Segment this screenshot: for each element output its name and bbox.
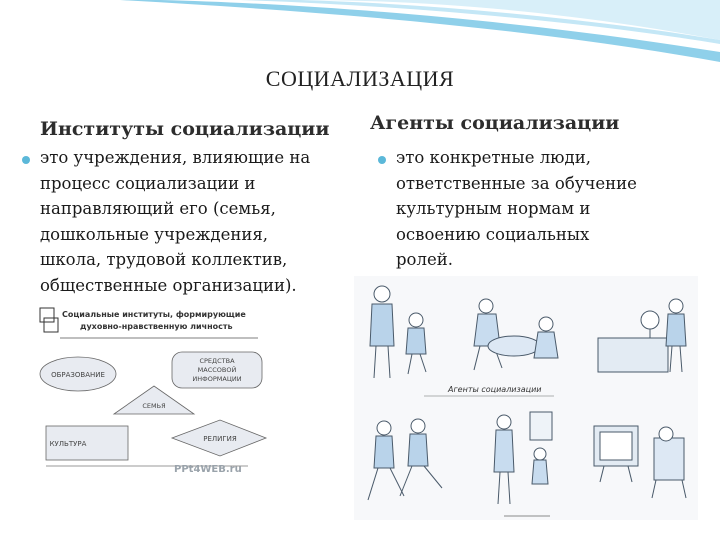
right-heading: Агенты социализации — [370, 112, 620, 134]
diagram-caption-line1: Социальные институты, формирующие — [62, 310, 246, 319]
diagram-caption-line2: духовно-нравственную личность — [80, 322, 233, 331]
right-line: ответственные за обучение — [396, 173, 637, 193]
node-culture-label: КУЛЬТУРА — [49, 440, 87, 448]
left-line: это учреждения, влияющие на — [40, 148, 311, 167]
left-line: дошкольные учреждения, — [40, 224, 268, 244]
left-heading: Институты социализации — [40, 118, 330, 140]
node-family-label: СЕМЬЯ — [142, 402, 166, 410]
agents-illustration — [354, 276, 698, 520]
node-religion-label: РЕЛИГИЯ — [203, 435, 237, 443]
left-bullet-text — [40, 145, 360, 298]
left-line: процесс социализации и — [40, 173, 256, 193]
left-line: общественные организации). — [40, 275, 297, 295]
node-education-label: ОБРАЗОВАНИЕ — [51, 371, 105, 379]
slide-title: СОЦИАЛИЗАЦИЯ — [265, 66, 455, 91]
left-line: школа, трудовой коллектив, — [40, 250, 288, 269]
right-bullet-icon — [378, 156, 386, 164]
left-line: направляющий его (семья, — [40, 199, 276, 218]
right-line: это конкретные люди, — [396, 148, 591, 167]
node-media-label-3: ИНФОРМАЦИИ — [192, 375, 242, 383]
right-line: освоению социальных — [396, 224, 590, 244]
right-bullet-text — [396, 145, 696, 273]
illustration-caption: Агенты социализации — [448, 385, 542, 394]
right-line: культурным нормам и — [396, 199, 591, 218]
institutions-diagram — [38, 302, 270, 474]
node-media-label-2: МАССОВОЙ — [197, 366, 237, 374]
left-bullet-icon — [22, 156, 30, 164]
right-line: ролей. — [396, 250, 453, 269]
watermark-text: PPt4WEB.ru — [174, 464, 242, 474]
node-media-label-1: СРЕДСТВА — [199, 357, 235, 365]
